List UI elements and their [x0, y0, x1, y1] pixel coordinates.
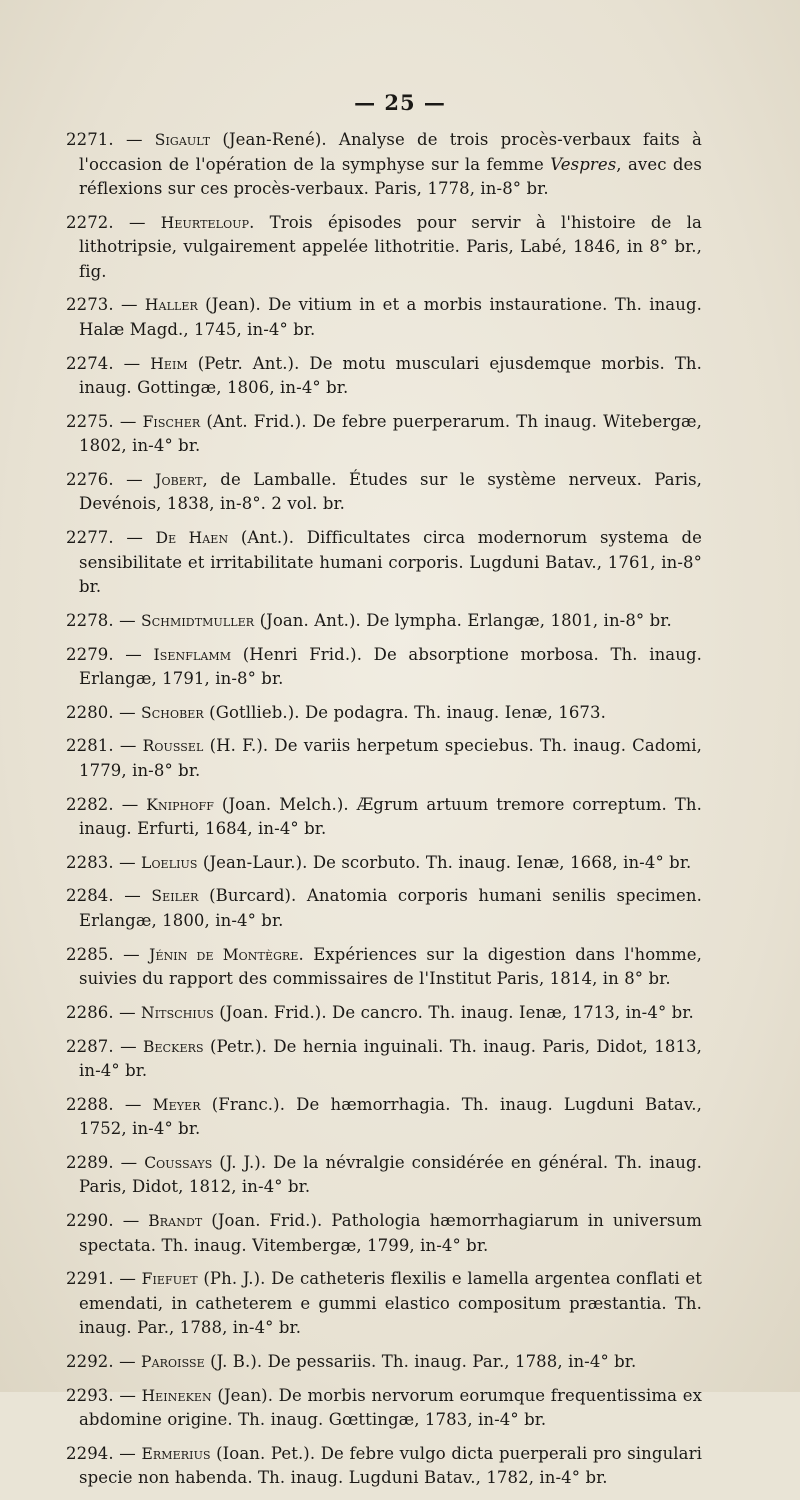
bibliography-entry: [66, 410, 702, 459]
entry-author: Kniphoff: [146, 795, 214, 814]
entry-author: Jobert: [155, 470, 203, 489]
entry-number: 2289. —: [66, 1152, 138, 1172]
bibliography-entry: [66, 1151, 702, 1200]
entry-text: (Joan. Ant.). De lympha. Erlangæ, 1801, in-8° br.: [259, 610, 672, 630]
entry-text: (J. J.). De la névralgie considérée en général. Th. inaug. Paris, Didot, 1812, in-4° br.: [79, 1152, 702, 1197]
entry-number: 2287. —: [66, 1036, 137, 1056]
bibliography-entry: [66, 609, 702, 634]
bibliography-entry: [66, 1001, 702, 1026]
entry-author: Schmidtmuller: [141, 611, 255, 630]
bibliography-entry: [66, 1267, 702, 1341]
bibliography-entry: [66, 851, 702, 876]
entry-author: Jénin de Montègre: [149, 945, 299, 964]
entry-text: . Expériences sur la digestion dans l'homme, suivies du rapport des commissaires de l'Institut Paris, 1814, in 8° br.: [79, 944, 702, 989]
bibliography-entry: [66, 943, 702, 992]
entry-number: 2283. —: [66, 852, 136, 872]
bibliography-entry: [66, 1384, 702, 1433]
bibliography-entry: [66, 128, 702, 202]
entry-text: (Henri Frid.). De absorptione morbosa. Th. inaug. Erlangæ, 1791, in-8° br.: [79, 644, 702, 688]
entry-text: (Jean). De vitium in et a morbis instauratione. Th. inaug. Halæ Magd., 1745, in-4° br.: [79, 295, 702, 339]
entry-author: Heim: [150, 354, 188, 373]
entry-text: (Gotllieb.). De podagra. Th. inaug. Ienæ, 1673.: [209, 702, 606, 722]
entry-number: 2277. —: [66, 528, 143, 548]
entry-author: Ermerius: [141, 1444, 211, 1463]
entry-text: (Ant. Frid.). De febre puerperarum. Th inaug. Witebergæ, 1802, in-4° br.: [79, 411, 702, 456]
entry-author: Fischer: [142, 412, 201, 431]
bibliography-entry: [66, 1209, 702, 1258]
entry-author: Roussel: [142, 737, 204, 756]
entry-number: 2291. —: [66, 1269, 136, 1289]
entry-author: Isenflamm: [153, 645, 232, 664]
entry-number: 2273. —: [66, 295, 138, 315]
entry-author: Fiefuet: [141, 1270, 198, 1289]
entry-text: (Burcard). Anatomia corporis humani senilis specimen. Erlangæ, 1800, in-4° br.: [79, 886, 702, 930]
bibliography-entry: [66, 734, 702, 783]
entry-author: Loelius: [141, 853, 198, 872]
bibliography-entry: [66, 1350, 702, 1375]
entry-number: 2286. —: [66, 1002, 136, 1022]
entry-number: 2274. —: [66, 353, 141, 373]
entry-text: (Ioan. Pet.). De febre vulgo dicta puerperali pro singulari specie non habenda. Th. inaug. Lugduni Batav., 1782, in-4° br.: [79, 1443, 702, 1488]
entry-number: 2292. —: [66, 1351, 136, 1371]
entry-text: (Franc.). De hæmorrhagia. Th. inaug. Lugduni Batav., 1752, in-4° br.: [79, 1094, 702, 1139]
entry-number: 2278. —: [66, 610, 136, 630]
entry-number: 2290. —: [66, 1211, 140, 1231]
entry-author: Haller: [144, 296, 198, 315]
entry-text: , de Lamballe. Études sur le système nerveux. Paris, Devénois, 1838, in-8°. 2 vol. br.: [79, 469, 702, 514]
entry-author: Schober: [141, 703, 204, 722]
entry-text: (Petr. Ant.). De motu musculari ejusdemque morbis. Th. inaug. Gottingæ, 1806, in-4° br.: [79, 353, 702, 398]
entry-text: . Trois épisodes pour servir à l'histoire de la lithotripsie, vulgairement appelée lithotritie. Paris, Labé, 1846, in 8° br., fig.: [79, 212, 702, 281]
entry-text: (Jean). De morbis nervorum eorumque frequentissima ex abdomine origine. Th. inaug. Gœttingæ, 1783, in-4° br.: [79, 1385, 702, 1430]
bibliography-entry: [66, 526, 702, 600]
entry-text: (H. F.). De variis herpetum speciebus. Th. inaug. Cadomi, 1779, in-8° br.: [79, 736, 702, 780]
entry-text: (Joan. Melch.). Ægrum artuum tremore correptum. Th. inaug. Erfurti, 1684, in-4° br.: [79, 794, 702, 839]
bibliography-entry: [66, 352, 702, 401]
entry-number: 2282. —: [66, 794, 139, 814]
entry-number: 2293. —: [66, 1385, 136, 1405]
entry-author: Sigault: [154, 131, 211, 149]
entry-number: 2279. —: [66, 644, 142, 664]
entry-author: Seiler: [151, 887, 199, 906]
entry-number: 2281. —: [66, 736, 137, 756]
entry-number: 2271. —: [66, 130, 143, 149]
italic-name: Vespres: [550, 154, 617, 174]
entry-text: (Joan. Frid.). De cancro. Th. inaug. Ienæ, 1713, in-4° br.: [219, 1002, 694, 1022]
entry-author: Beckers: [143, 1037, 204, 1056]
entry-author: Meyer: [152, 1095, 201, 1114]
bibliography-entry: [66, 793, 702, 842]
bibliography-entry: [66, 1093, 702, 1142]
entry-number: 2280. —: [66, 702, 136, 722]
bibliography-entry: [66, 1442, 702, 1491]
bibliography-entry: [66, 1035, 702, 1084]
bibliography-entry: [66, 211, 702, 285]
entry-author: Brandt: [148, 1212, 203, 1231]
entry-number: 2275. —: [66, 411, 137, 431]
bibliography-entry: [66, 468, 702, 517]
entry-author: De Haen: [155, 529, 229, 548]
entry-text: (Ant.). Difficultates circa modernorum systema de sensibilitate et irritabilitate humani corporis. Lugduni Batav., 1761, in-8° br.: [79, 528, 702, 597]
bibliography-entry: [66, 884, 702, 933]
page-number: — 25 —: [354, 90, 446, 115]
entry-number: 2272. —: [66, 212, 146, 232]
entry-number: 2285. —: [66, 944, 140, 964]
entry-text: (Petr.). De hernia inguinali. Th. inaug. Paris, Didot, 1813, in-4° br.: [79, 1036, 702, 1080]
entry-author: Heineken: [141, 1386, 212, 1405]
entry-text: (Ph. J.). De catheteris flexilis e lamella argentea conflati et emendati, in catheterem e gummi elastico compositum præstantia. Th. inaug. Par., 1788, in-4° br.: [79, 1269, 702, 1338]
entry-author: Coussays: [144, 1153, 213, 1172]
bibliography-entry: [66, 701, 702, 726]
entry-number: 2284. —: [66, 886, 141, 906]
entry-number: 2276. —: [66, 469, 143, 489]
entry-number: 2288. —: [66, 1094, 142, 1114]
entry-author: Nitschius: [141, 1003, 214, 1022]
bibliography-entry: [66, 643, 702, 692]
entry-author: Paroisse: [141, 1352, 205, 1371]
entry-text: (Joan. Frid.). Pathologia hæmorrhagiarum in universum spectata. Th. inaug. Vitembergæ, 1799, in-4° br.: [79, 1211, 702, 1255]
entry-number: 2294. —: [66, 1443, 136, 1463]
bibliography-list: [66, 128, 702, 1500]
entry-author: Heurteloup: [160, 213, 250, 232]
entry-text: (Jean-René). Analyse de trois procès-verbaux faits à l'occasion de l'opération de la symphyse sur la femme Vespres, avec des réflexions sur ces procès-verbaux. Paris, 1778, in-8° br.: [79, 130, 702, 198]
bibliography-entry: [66, 293, 702, 342]
entry-text: (Jean-Laur.). De scorbuto. Th. inaug. Ienæ, 1668, in-4° br.: [202, 852, 692, 872]
entry-text: (J. B.). De pessariis. Th. inaug. Par., 1788, in-4° br.: [210, 1351, 637, 1371]
